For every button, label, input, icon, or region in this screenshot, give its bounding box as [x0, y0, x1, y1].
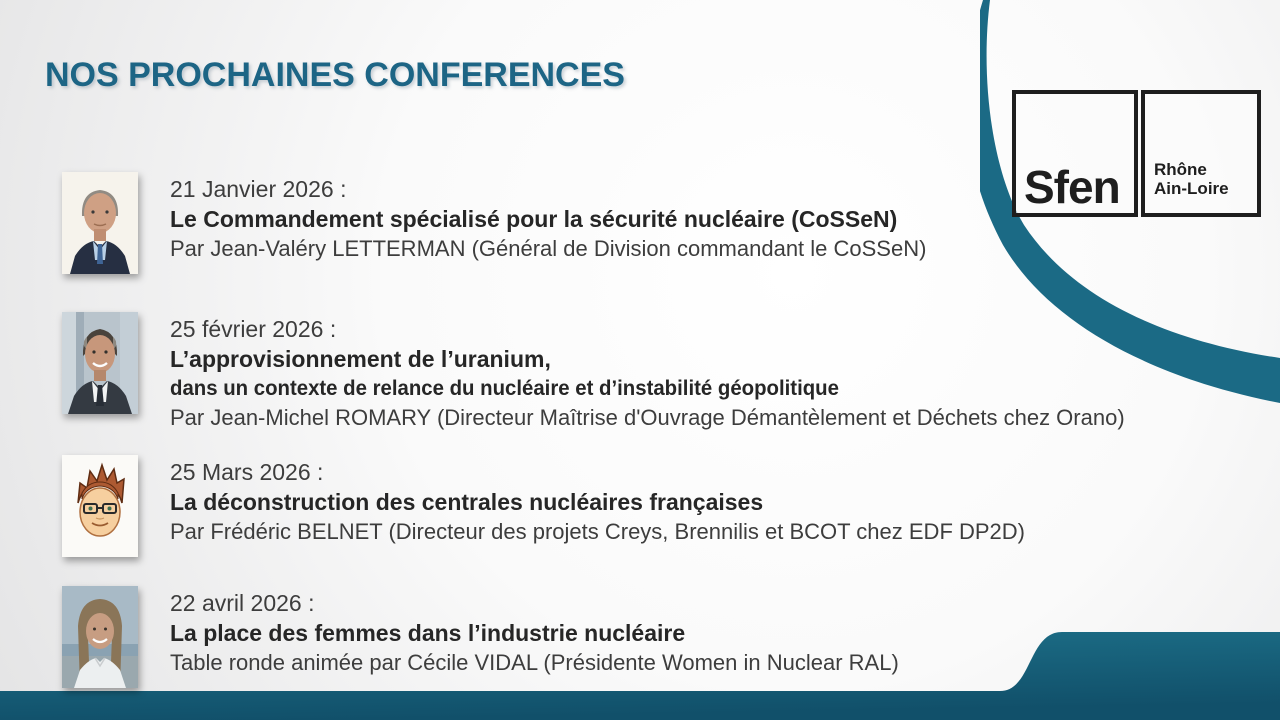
sfen-logo-region-line1: Rhône: [1154, 159, 1207, 179]
speaker-photo-vidal: [62, 586, 138, 688]
conference-item-3: [62, 455, 1025, 557]
conference-item-2: [62, 312, 1125, 433]
conference-date: 22 avril 2026 :: [170, 590, 315, 616]
conference-title: L’approvisionnement de l’uranium,: [170, 346, 551, 372]
conference-item-4: [62, 586, 899, 688]
conference-title: La place des femmes dans l’industrie nucléaire: [170, 620, 686, 646]
sfen-logo: [1012, 90, 1261, 217]
sfen-logo-brand-text: Sfen: [1024, 160, 1120, 213]
conference-item-1: [62, 172, 926, 274]
conference-title-line2: dans un contexte de relance du nucléaire et d’instabilité géopolitique: [170, 377, 839, 400]
conference-title: La déconstruction des centrales nucléaires françaises: [170, 489, 764, 515]
conference-title: Le Commandement spécialisé pour la sécurité nucléaire (CoSSeN): [170, 206, 898, 232]
sfen-logo-brand-box: [1012, 90, 1138, 217]
conference-speaker: Par Frédéric BELNET (Directeur des projets Creys, Brennilis et BCOT chez EDF DP2D): [170, 519, 1026, 544]
conference-date: 25 février 2026 :: [170, 316, 337, 342]
conference-speaker: Par Jean-Michel ROMARY (Directeur Maîtrise d'Ouvrage Démantèlement et Déchets chez Orano): [170, 405, 1125, 430]
conference-date: 25 Mars 2026 :: [170, 459, 324, 485]
conference-speaker: Par Jean-Valéry LETTERMAN (Général de Division commandant le CoSSeN): [170, 236, 927, 261]
speaker-photo-letterman: [62, 172, 138, 274]
conference-date: 21 Janvier 2026 :: [170, 176, 347, 202]
speaker-avatar-belnet: [62, 455, 138, 557]
sfen-logo-region-line2: Ain-Loire: [1154, 179, 1229, 199]
speaker-photo-romary: [62, 312, 138, 414]
sfen-logo-region-text: [1154, 160, 1229, 199]
conference-speaker: Table ronde animée par Cécile VIDAL (Présidente Women in Nuclear RAL): [170, 650, 899, 675]
sfen-logo-region-box: [1141, 90, 1261, 217]
page-title: NOS PROCHAINES CONFERENCES: [45, 56, 625, 94]
